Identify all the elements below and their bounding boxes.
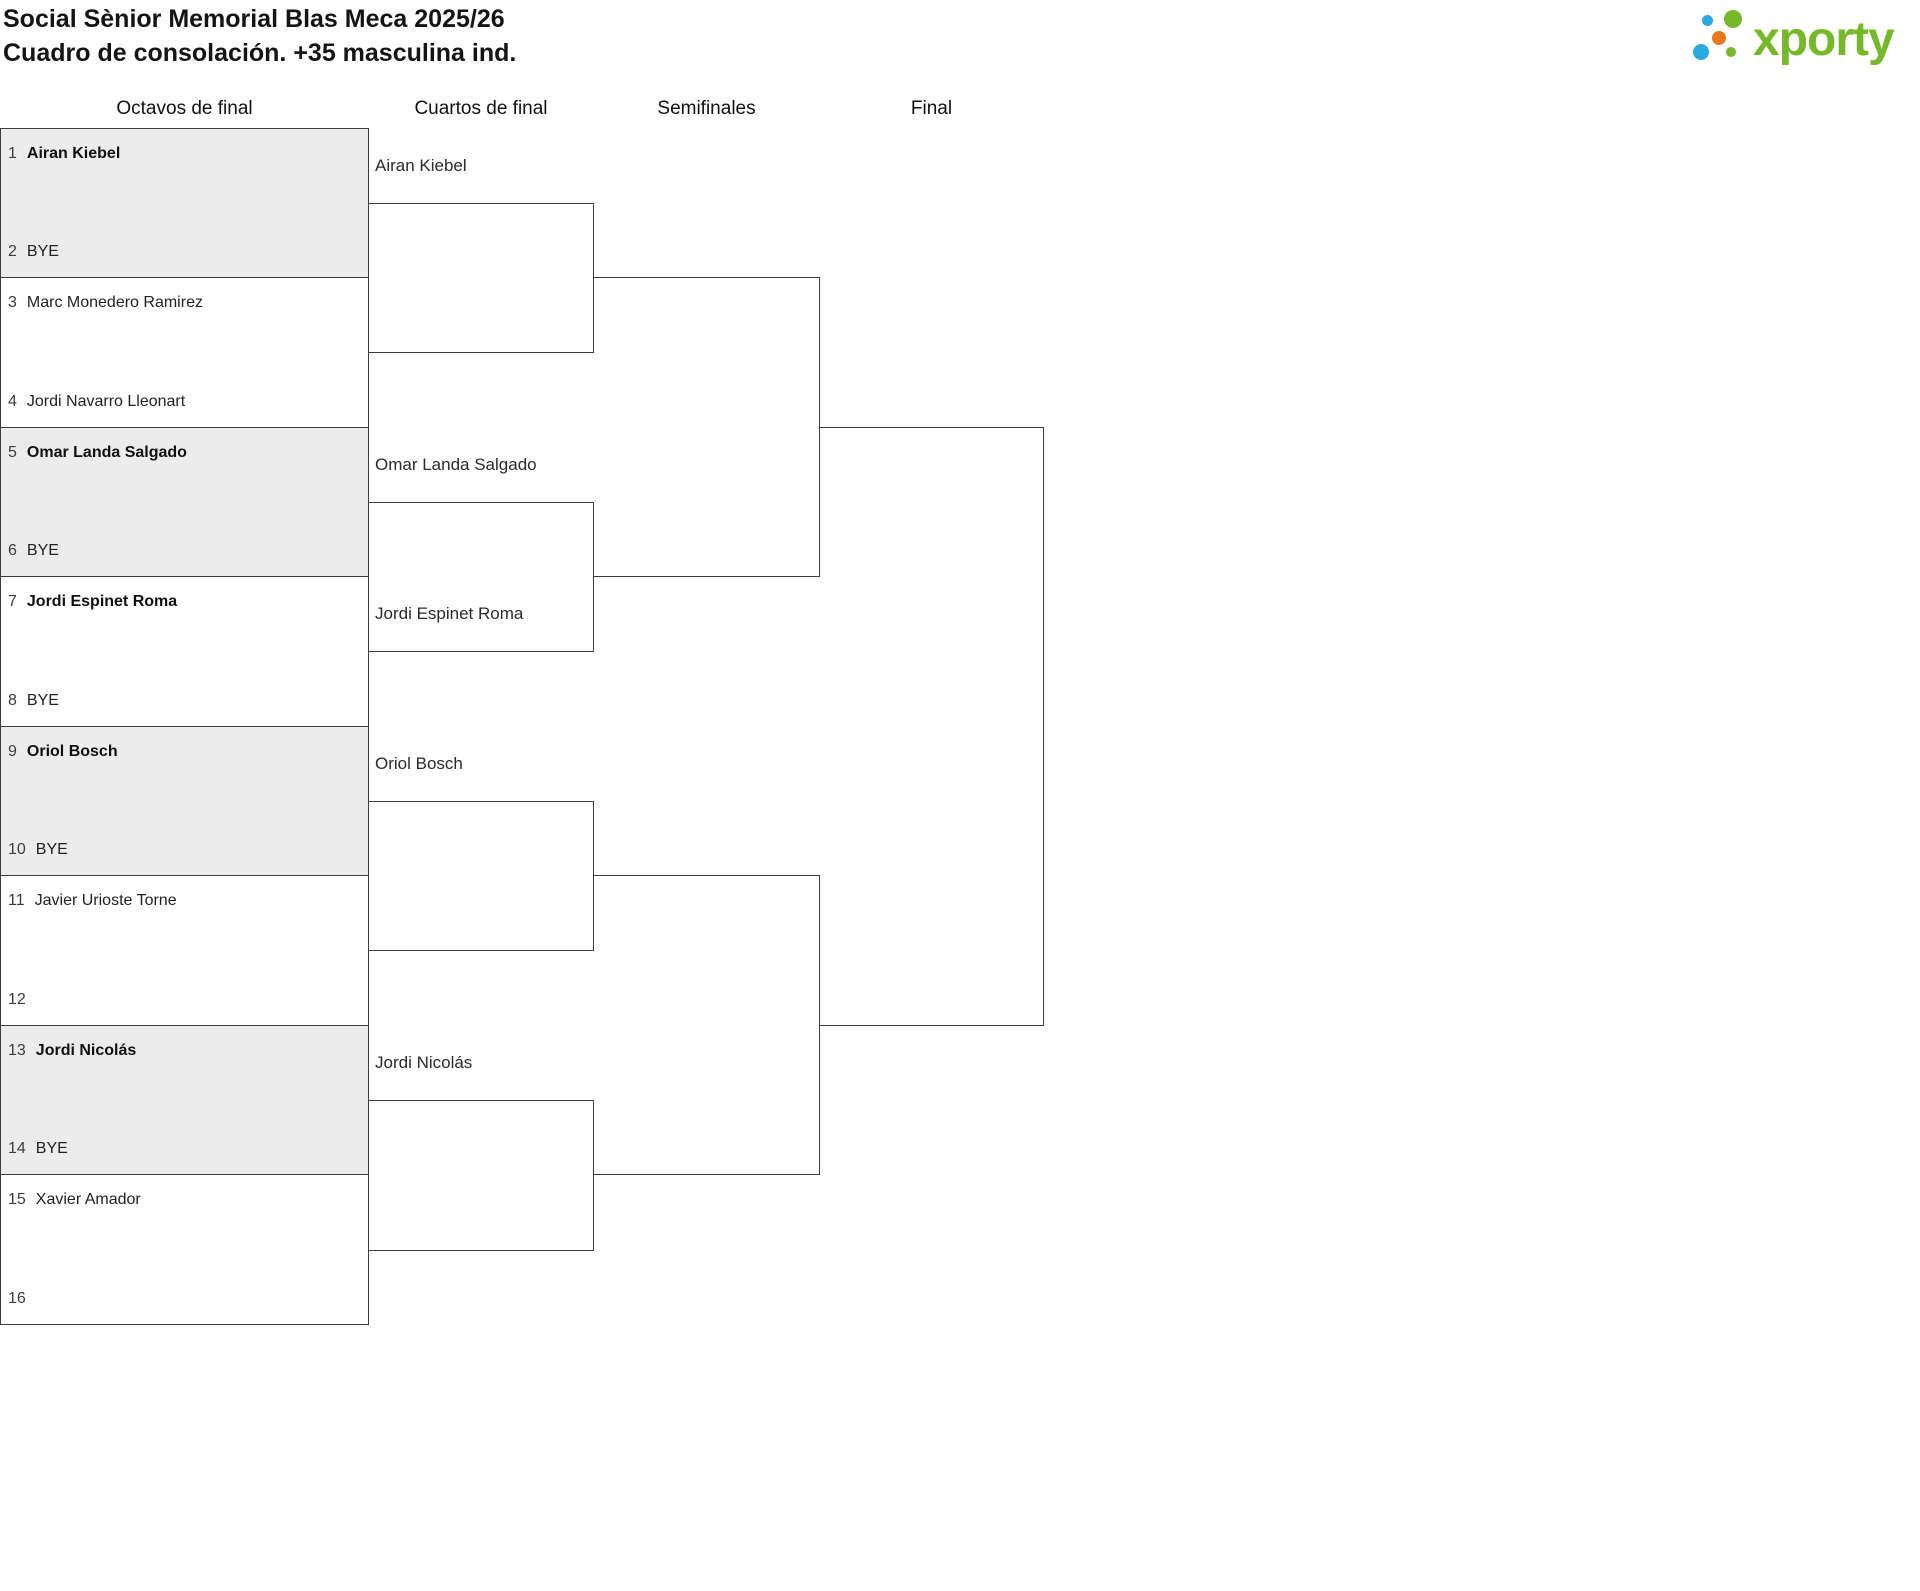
bracket-subtitle: Cuadro de consolación. +35 masculina ind. xyxy=(3,39,517,67)
final-connector-box xyxy=(819,427,1044,1026)
seed-number: 10 xyxy=(8,841,26,858)
player-slot xyxy=(8,386,362,418)
bracket-match-4 xyxy=(0,576,369,727)
player-name: Marc Monedero Ramirez xyxy=(26,294,203,311)
player-slot xyxy=(8,1184,362,1216)
logo-dot-green-small-icon xyxy=(1726,47,1736,57)
round-header-octavos: Octavos de final xyxy=(116,98,253,119)
bracket-match-7 xyxy=(0,1025,369,1175)
player-slot xyxy=(8,236,362,268)
advancing-player-label: Oriol Bosch xyxy=(375,754,463,773)
advancing-player-label: Jordi Espinet Roma xyxy=(375,604,524,623)
seed-number: 14 xyxy=(8,1140,26,1157)
advancing-player-label: Airan Kiebel xyxy=(375,156,467,175)
bracket-match-2 xyxy=(0,277,369,428)
player-name: Omar Landa Salgado xyxy=(26,444,187,461)
seed-number: 11 xyxy=(8,892,25,909)
seed-number: 1 xyxy=(8,145,17,162)
player-slot xyxy=(8,535,362,567)
bracket-match-6 xyxy=(0,875,369,1026)
player-name: Xavier Amador xyxy=(35,1191,141,1208)
player-name: Jordi Espinet Roma xyxy=(26,593,178,610)
player-slot xyxy=(8,984,362,1016)
player-slot xyxy=(8,287,362,319)
xporty-logo-text: xporty xyxy=(1753,13,1894,66)
seed-number: 9 xyxy=(8,743,17,760)
advancing-player-label xyxy=(375,1197,590,1229)
bracket-match-5 xyxy=(0,726,369,876)
title-block xyxy=(3,3,516,70)
round-header-final: Final xyxy=(910,98,953,119)
player-name: BYE xyxy=(26,243,59,260)
logo-dot-blue-large-icon xyxy=(1693,44,1709,60)
advancing-player-label: Jordi Nicolás xyxy=(375,1053,473,1072)
player-slot xyxy=(8,885,362,917)
player-slot xyxy=(8,138,362,170)
bracket-match-3 xyxy=(0,427,369,577)
player-slot xyxy=(8,586,362,618)
player-name: Airan Kiebel xyxy=(26,145,121,162)
round-header-semifinales: Semifinales xyxy=(657,98,756,119)
player-slot xyxy=(8,685,362,717)
seed-number: 12 xyxy=(8,991,26,1008)
player-name: BYE xyxy=(26,542,59,559)
round-header-cuartos: Cuartos de final xyxy=(414,98,548,119)
seed-number: 6 xyxy=(8,542,17,559)
player-slot xyxy=(8,437,362,469)
seed-number: 3 xyxy=(8,294,17,311)
player-name: Oriol Bosch xyxy=(26,743,118,760)
logo-dot-blue-small-icon xyxy=(1702,15,1713,26)
seed-number: 13 xyxy=(8,1042,26,1059)
tournament-title: Social Sènior Memorial Blas Meca 2025/26 xyxy=(3,5,505,33)
player-name: BYE xyxy=(35,1140,68,1157)
player-slot xyxy=(8,1133,362,1165)
player-slot xyxy=(8,834,362,866)
advancing-player-label xyxy=(375,897,590,929)
logo-dot-green-large-icon xyxy=(1724,10,1742,28)
advancing-player-label: Omar Landa Salgado xyxy=(375,455,537,474)
bracket-match-8 xyxy=(0,1174,369,1325)
player-name: Javier Urioste Torne xyxy=(34,892,177,909)
player-name: BYE xyxy=(26,692,59,709)
player-slot xyxy=(8,1035,362,1067)
xporty-logo xyxy=(1690,8,1915,72)
seed-number: 4 xyxy=(8,393,17,410)
seed-number: 15 xyxy=(8,1191,26,1208)
seed-number: 7 xyxy=(8,593,17,610)
seed-number: 16 xyxy=(8,1290,26,1307)
player-name: Jordi Navarro Lleonart xyxy=(26,393,186,410)
semifinal-connector-box-1 xyxy=(593,277,820,577)
player-name: Jordi Nicolás xyxy=(35,1042,137,1059)
player-slot xyxy=(8,736,362,768)
seed-number: 8 xyxy=(8,692,17,709)
seed-number: 5 xyxy=(8,444,17,461)
semifinal-connector-box-2 xyxy=(593,875,820,1175)
player-slot xyxy=(8,1283,362,1315)
advancing-player-label xyxy=(375,299,590,331)
player-name: BYE xyxy=(35,841,68,858)
seed-number: 2 xyxy=(8,243,17,260)
logo-dot-orange-icon xyxy=(1712,31,1726,45)
bracket-match-1 xyxy=(0,128,369,278)
